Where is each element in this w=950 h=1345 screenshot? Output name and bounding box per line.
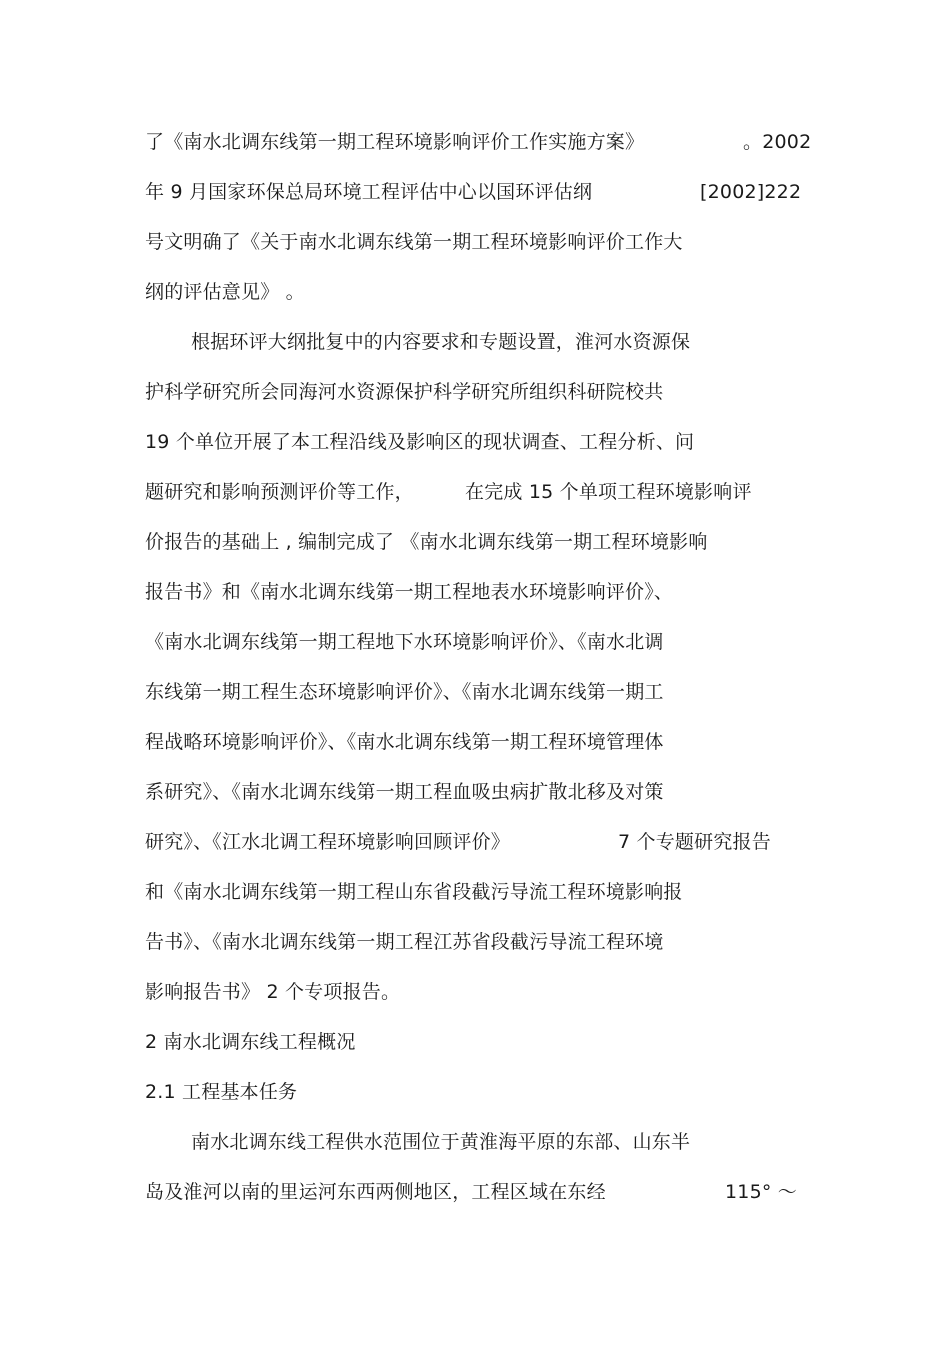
text-segment: 在完成 15 个单项工程环境影响评 <box>465 481 752 503</box>
text-segment: 7 个专题研究报告 <box>618 831 771 853</box>
text-segment: 告书》、《南水北调东线第一期工程江苏省段截污导流工程环境 <box>145 931 664 953</box>
text-segment: 和《南水北调东线第一期工程山东省段截污导流工程环境影响报 <box>145 881 683 903</box>
text-segment: 价报告的基础上 , 编制完成了 《南水北调东线第一期工程环境影响 <box>145 531 708 553</box>
text-segment: 纲的评估意见》 。 <box>145 281 305 303</box>
text-segment: 根据环评大纲批复中的内容要求和专题设置，淮河水资源保 <box>191 331 691 353</box>
text-segment: 。2002 <box>743 131 812 153</box>
text-segment: [2002]222 <box>700 181 802 203</box>
text-segment: 115° ～ <box>725 1181 798 1203</box>
text-segment: 岛及淮河以南的里运河东西两侧地区，工程区域在东经 <box>145 1181 606 1203</box>
text-segment: 护科学研究所会同海河水资源保护科学研究所组织科研院校共 <box>145 381 664 403</box>
text-segment: 东线第一期工程生态环境影响评价》、《南水北调东线第一期工 <box>145 681 664 703</box>
text-segment: 年 9 月国家环保总局环境工程评估中心以国环评估纲 <box>145 181 593 203</box>
text-segment: 号文明确了《关于南水北调东线第一期工程环境影响评价工作大 <box>145 231 683 253</box>
text-segment: 题研究和影响预测评价等工作， <box>145 481 414 503</box>
text-segment: 系研究》、《南水北调东线第一期工程血吸虫病扩散北移及对策 <box>145 781 664 803</box>
text-segment: 了《南水北调东线第一期工程环境影响评价工作实施方案》 <box>145 131 645 153</box>
text-segment: 19 个单位开展了本工程沿线及影响区的现状调查、工程分析、问 <box>145 431 695 453</box>
text-segment: 2 南水北调东线工程概况 <box>145 1031 356 1053</box>
text-segment: 《南水北调东线第一期工程地下水环境影响评价》、《南水北调 <box>145 631 664 653</box>
text-segment: 影响报告书》 2 个专项报告。 <box>145 981 401 1003</box>
text-segment: 2.1 工程基本任务 <box>145 1081 298 1103</box>
text-segment: 报告书》和《南水北调东线第一期工程地表水环境影响评价》、 <box>145 581 674 603</box>
text-segment: 研究》、《江水北调工程环境影响回顾评价》 <box>145 831 511 853</box>
text-segment: 南水北调东线工程供水范围位于黄淮海平原的东部、山东半 <box>191 1131 691 1153</box>
text-segment: 程战略环境影响评价》、《南水北调东线第一期工程环境管理体 <box>145 731 664 753</box>
